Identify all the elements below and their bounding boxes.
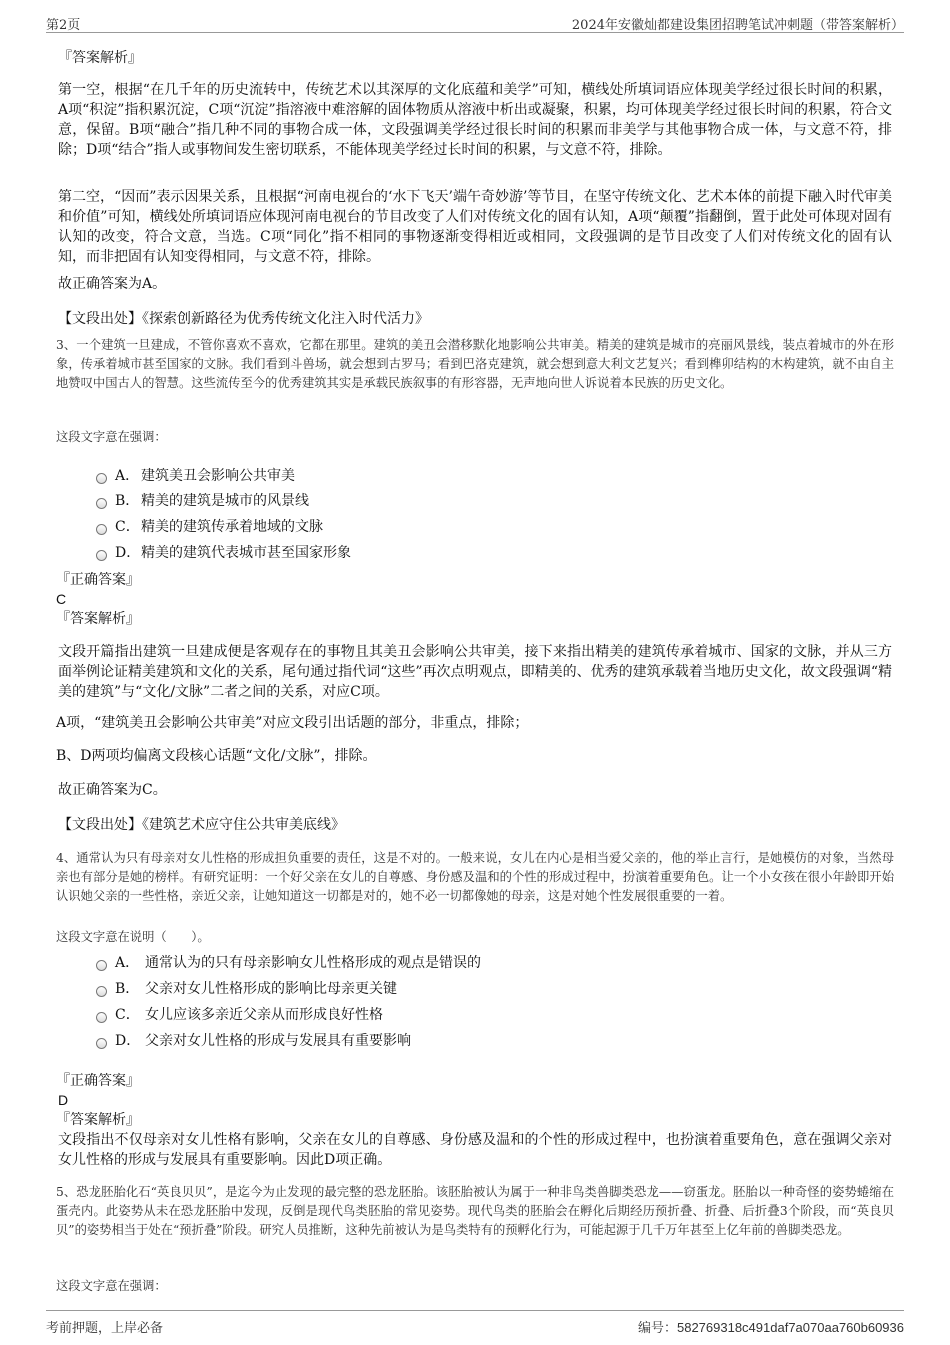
q4-correct-answer: D bbox=[58, 1092, 69, 1108]
footer-code bbox=[638, 1317, 904, 1336]
q3-correct-label: 『正确答案』 bbox=[56, 572, 140, 588]
option-key: D． bbox=[115, 545, 141, 561]
q3-prompt: 这段文字意在强调： bbox=[56, 430, 167, 444]
option-text: 通常认为的只有母亲影响女儿性格形成的观点是错误的 bbox=[145, 955, 481, 971]
q4-correct-label: 『正确答案』 bbox=[56, 1073, 140, 1089]
option-key: B． bbox=[115, 493, 140, 509]
q2-analysis-label: 『答案解析』 bbox=[58, 50, 142, 66]
footer-code-value: 582769318c491daf7a070aa760b60936 bbox=[676, 1320, 904, 1335]
footer-slogan: 考前押题，上岸必备 bbox=[46, 1321, 164, 1336]
q4-option-d[interactable] bbox=[96, 1029, 411, 1051]
q4-analysis-label: 『答案解析』 bbox=[56, 1112, 140, 1128]
q3-stem: 3、一个建筑一旦建成，不管你喜欢不喜欢，它都在那里。建筑的美丑会潜移默化地影响公共审美。精美的建筑是城市的亮丽风景线，装点着城市的外在形象，传承着城市甚至国家的文脉。我们看到斗兽场，就会想到古罗马；看到巴洛克建筑，就会想到意大利文艺复兴；看到榫卯结构的木构建筑，就不由自主地赞叹中国古人的智慧。这些流传至今的优秀建筑其实是承载民族叙事的有形容器，无声地向世人诉说着本民族的历史文化。 bbox=[56, 338, 894, 390]
q3-option-d[interactable] bbox=[96, 541, 351, 563]
page-header bbox=[46, 12, 904, 33]
q2-analysis-p2: 第二空，“因而”表示因果关系，且根据“河南电视台的‘水下飞天’端午奇妙游’等节目，在坚守传统文化、艺术本体的前提下融入时代审美和价值”可知，横线处所填词语应体现河南电视台的节目改变了人们对传统文化的固有认知，A项“颠覆”指翻倒，置于此处可体现对固有认知的改变，符合文意，当选。C项“同化”指不相同的事物逐渐变得相近或相同，文段强调的是节目改变了人们对传统文化的固有认知，而非把固有认知变得相同，与文意不符，排除。 bbox=[58, 189, 892, 265]
q2-conclusion: 故正确答案为A。 bbox=[58, 276, 167, 292]
q3-option-b[interactable] bbox=[96, 489, 309, 511]
q4-option-a[interactable] bbox=[96, 951, 481, 973]
q2-source: 【文段出处】《探索创新路径为优秀传统文化注入时代活力》 bbox=[58, 311, 429, 327]
radio-icon[interactable] bbox=[96, 498, 107, 509]
option-text: 父亲对女儿性格的形成与发展具有重要影响 bbox=[145, 1033, 411, 1049]
option-key: A． bbox=[115, 468, 140, 484]
q3-analysis-p3: B、D两项均偏离文段核心话题“文化/文脉”，排除。 bbox=[56, 748, 377, 764]
option-text: 建筑美丑会影响公共审美 bbox=[141, 468, 295, 484]
page-number: 第2页 bbox=[46, 18, 81, 33]
document-title: 2024年安徽灿都建设集团招聘笔试冲刺题（带答案解析） bbox=[571, 18, 904, 33]
option-text: 女儿应该多亲近父亲从而形成良好性格 bbox=[145, 1007, 383, 1023]
q5-stem: 5、恐龙胚胎化石“英良贝贝”，是迄今为止发现的最完整的恐龙胚胎。该胚胎被认为属于一种非鸟类兽脚类恐龙——窃蛋龙。胚胎以一种奇怪的姿势蜷缩在蛋壳内。此姿势从未在恐龙胚胎中发现，反倒是现代鸟类胚胎的常见姿势。现代鸟类的胚胎会在孵化后期经历预折叠、折叠、后折叠3个阶段，而“英良贝贝”的姿势相当于处在“预折叠”阶段。研究人员推断，这种先前被认为是鸟类特有的预孵化行为，可能起源于几千万年甚至上亿年前的兽脚类恐龙。 bbox=[56, 1185, 894, 1237]
q4-option-b[interactable] bbox=[96, 977, 397, 999]
radio-icon[interactable] bbox=[96, 473, 107, 484]
q3-option-c[interactable] bbox=[96, 515, 323, 537]
q4-stem: 4、通常认为只有母亲对女儿性格的形成担负重要的责任，这是不对的。一般来说，女儿在内心是相当爱父亲的，他的举止言行，是她模仿的对象，当然母亲也有部分是她的榜样。有研究证明：一个好父亲在女儿的自尊感、身份感及温和的个性的形成过程中，扮演着重要角色。让一个小女孩在很小年龄即开始认识她父亲的一些性格，亲近父亲，让她知道这一切都是对的，她不必一切都像她的母亲，这是对她个性发展很重要的一着。 bbox=[56, 851, 894, 903]
q2-analysis-p1: 第一空，根据“在几千年的历史流转中，传统艺术以其深厚的文化底蕴和美学”可知，横线处所填词语应体现美学经过很长时间的积累，A项“积淀”指积累沉淀，C项“沉淀”指溶液中难溶解的固体物质从溶液中析出或凝聚，积累，均可体现美学经过很长时间的积累，符合文意，保留。B项“融合”指几种不同的事物合成一体，文段强调美学经过很长时间的积累而非美学与其他事物合成一体，与文意不符，排除；D项“结合”指人或事物间发生密切联系，不能体现美学经过长时间的积累，与文意不符，排除。 bbox=[58, 82, 892, 158]
q3-analysis-p1: 文段开篇指出建筑一旦建成便是客观存在的事物且其美丑会影响公共审美，接下来指出精美的建筑传承着城市、国家的文脉，并从三方面举例论证精美建筑和文化的关系，尾句通过指代词“这些”再次点明观点，即精美的、优秀的建筑承载着当地历史文化，故文段强调“精美的建筑”与“文化/文脉”二者之间的关系，对应C项。 bbox=[58, 644, 892, 700]
q3-analysis-label: 『答案解析』 bbox=[56, 611, 140, 627]
option-key: A． bbox=[115, 955, 140, 971]
radio-icon[interactable] bbox=[96, 986, 107, 997]
q4-prompt: 这段文字意在说明（ ）。 bbox=[56, 930, 210, 944]
option-text: 精美的建筑代表城市甚至国家形象 bbox=[141, 545, 351, 561]
q3-correct-answer: C bbox=[56, 591, 67, 607]
option-key: B． bbox=[115, 981, 140, 997]
option-key: C． bbox=[115, 519, 140, 535]
q3-analysis-p2: A项，“建筑美丑会影响公共审美”对应文段引出话题的部分，非重点，排除； bbox=[56, 715, 529, 731]
q5-prompt: 这段文字意在强调： bbox=[56, 1279, 167, 1293]
q4-analysis: 文段指出不仅母亲对女儿性格有影响，父亲在女儿的自尊感、身份感及温和的个性的形成过程中，也扮演着重要角色，意在强调父亲对女儿性格的形成与发展具有重要影响。因此D项正确。 bbox=[58, 1132, 892, 1168]
option-key: D． bbox=[115, 1033, 141, 1049]
option-text: 父亲对女儿性格形成的影响比母亲更关键 bbox=[145, 981, 397, 997]
option-key: C． bbox=[115, 1007, 140, 1023]
page-footer bbox=[46, 1310, 904, 1337]
q3-source: 【文段出处】《建筑艺术应守住公共审美底线》 bbox=[58, 817, 345, 833]
q3-option-a[interactable] bbox=[96, 464, 295, 486]
radio-icon[interactable] bbox=[96, 524, 107, 535]
q4-option-c[interactable] bbox=[96, 1003, 383, 1025]
radio-icon[interactable] bbox=[96, 1012, 107, 1023]
radio-icon[interactable] bbox=[96, 550, 107, 561]
q3-conclusion: 故正确答案为C。 bbox=[58, 782, 167, 798]
option-text: 精美的建筑传承着地域的文脉 bbox=[141, 519, 323, 535]
footer-code-label: 编号： bbox=[637, 1321, 677, 1336]
radio-icon[interactable] bbox=[96, 960, 107, 971]
option-text: 精美的建筑是城市的风景线 bbox=[141, 493, 309, 509]
radio-icon[interactable] bbox=[96, 1038, 107, 1049]
